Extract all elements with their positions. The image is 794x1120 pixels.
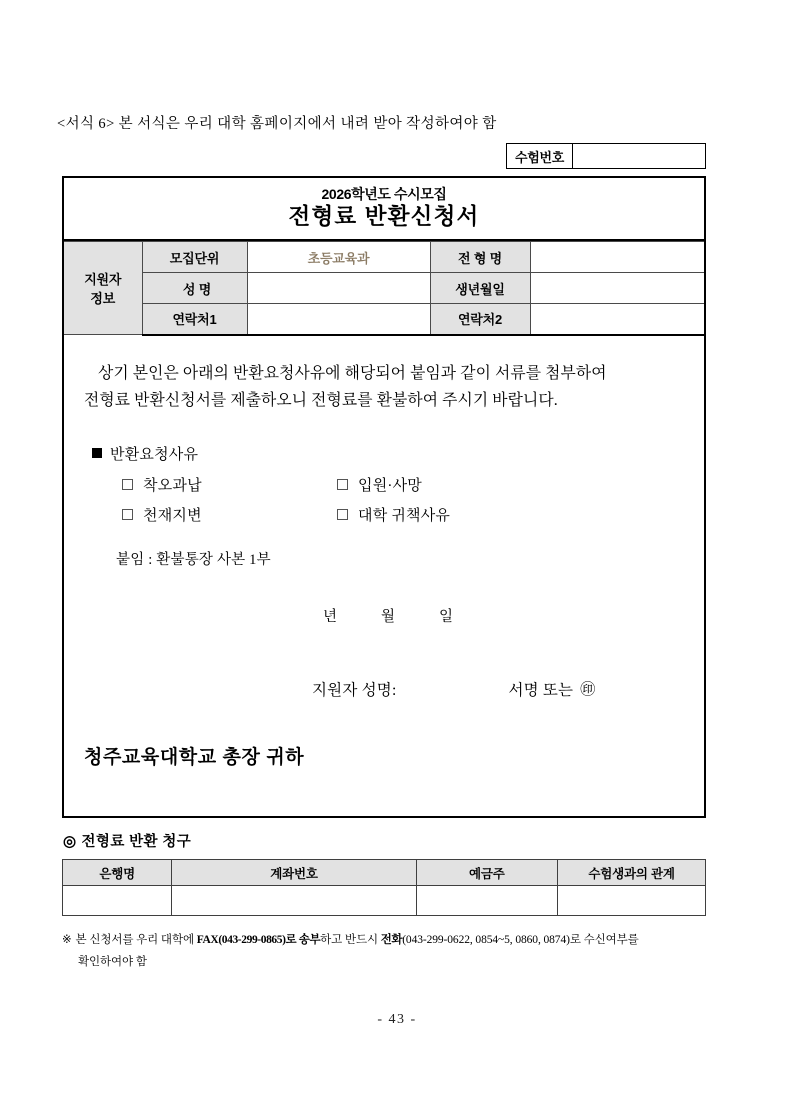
date-month-label: 월	[380, 608, 395, 625]
reason-heading	[92, 443, 704, 464]
page-number: - 43 -	[377, 1012, 417, 1027]
refund-request-heading	[63, 830, 191, 851]
exam-number-label: 수험번호	[507, 144, 573, 168]
footnote-fax: FAX(043-299-0865)로 송부	[196, 934, 321, 946]
form-title-block	[64, 178, 704, 241]
label-admission-type: 전 형 명	[430, 242, 530, 273]
field-name[interactable]	[247, 273, 430, 304]
date-day-label: 일	[439, 608, 454, 625]
signature-seal-label: 서명 또는	[508, 681, 574, 699]
signature-line	[64, 678, 704, 700]
exam-number-box	[506, 143, 706, 169]
refund-request-heading-label: 전형료 반환 청구	[81, 834, 192, 850]
applicant-info-section-label-line2: 정보	[90, 291, 116, 306]
reason-row	[122, 474, 542, 495]
form-subtitle: 2026학년도 수시모집	[321, 185, 447, 202]
statement-line-1: 상기 본인은 아래의 반환요청사유에 해당되어 붙임과 같이 서류를 첨부하여	[98, 364, 607, 382]
attachment-note: 붙임 : 환불통장 사본 1부	[116, 551, 271, 568]
checkbox-icon[interactable]	[337, 509, 348, 520]
footnote-part-3: (043-299-0622, 0854~5, 0860, 0874)로 수신여부를	[402, 934, 639, 946]
statement-paragraph	[84, 360, 686, 415]
footnote	[62, 930, 710, 974]
label-recruitment-unit: 모집단위	[142, 242, 247, 273]
reason-option-label: 입원·사망	[358, 477, 422, 494]
double-circle-icon: ◎	[63, 833, 77, 850]
field-account-holder[interactable]	[416, 886, 557, 916]
checkbox-icon[interactable]	[122, 479, 133, 490]
table-row	[64, 242, 704, 273]
checkbox-icon[interactable]	[122, 509, 133, 520]
field-account-number[interactable]	[172, 886, 416, 916]
reason-option-university-fault[interactable]	[337, 504, 450, 525]
footnote-marker: ※	[62, 934, 72, 946]
field-contact1[interactable]	[247, 304, 430, 335]
form-note: <서식 6> 본 서식은 우리 대학 홈페이지에서 내려 받아 작성하여야 함	[57, 116, 497, 132]
applicant-info-table	[64, 241, 704, 336]
reason-option-natural-disaster[interactable]	[122, 504, 337, 525]
field-birthdate[interactable]	[530, 273, 704, 304]
form-body	[64, 360, 704, 813]
footnote-part-2: 하고 반드시	[320, 934, 381, 946]
label-name: 성 명	[142, 273, 247, 304]
column-header-bank-name: 은행명	[63, 860, 172, 886]
reason-option-label: 천재지변	[143, 507, 202, 524]
column-header-account-number: 계좌번호	[172, 860, 416, 886]
statement-line-2: 전형료 반환신청서를 제출하오니 전형료를 환불하여 주시기 바랍니다.	[84, 392, 558, 410]
filled-square-icon	[92, 448, 102, 458]
table-row	[63, 886, 706, 916]
date-line	[64, 605, 704, 626]
label-contact1: 연락처1	[142, 304, 247, 335]
checkbox-icon[interactable]	[337, 479, 348, 490]
reason-options	[122, 474, 542, 525]
recipient-line: 청주교육대학교 총장 귀하	[84, 746, 305, 768]
bank-account-table	[62, 859, 706, 916]
reason-option-hospitalization-death[interactable]	[337, 474, 422, 495]
seal-icon: ㊞	[580, 681, 596, 698]
footnote-part-1: 본 신청서를 우리 대학에	[75, 934, 197, 946]
footnote-line-2: 확인하여야 함	[78, 955, 147, 968]
field-relationship[interactable]	[558, 886, 706, 916]
table-row	[64, 273, 704, 304]
footnote-tel: 전화	[380, 934, 403, 946]
signature-name-label: 지원자 성명:	[312, 681, 397, 699]
reason-option-label: 착오과납	[143, 477, 202, 494]
table-row	[64, 304, 704, 335]
reason-row	[122, 504, 542, 525]
main-form-frame	[62, 176, 706, 818]
field-contact2[interactable]	[530, 304, 704, 335]
field-bank-name[interactable]	[63, 886, 172, 916]
column-header-relationship: 수험생과의 관계	[558, 860, 706, 886]
label-birthdate: 생년월일	[430, 273, 530, 304]
table-header-row	[63, 860, 706, 886]
applicant-info-section-label-line1: 지원자	[84, 272, 122, 287]
form-title: 전형료 반환신청서	[288, 204, 480, 230]
applicant-info-section-label	[64, 242, 142, 335]
reason-heading-label: 반환요청사유	[110, 446, 199, 463]
reason-option-label: 대학 귀책사유	[358, 507, 451, 524]
column-header-account-holder: 예금주	[416, 860, 557, 886]
exam-number-input[interactable]	[573, 144, 705, 168]
reason-option-overpayment[interactable]	[122, 474, 337, 495]
field-admission-type[interactable]	[530, 242, 704, 273]
date-year-label: 년	[322, 608, 337, 625]
field-recruitment-unit[interactable]: 초등교육과	[247, 242, 430, 273]
label-contact2: 연락처2	[430, 304, 530, 335]
